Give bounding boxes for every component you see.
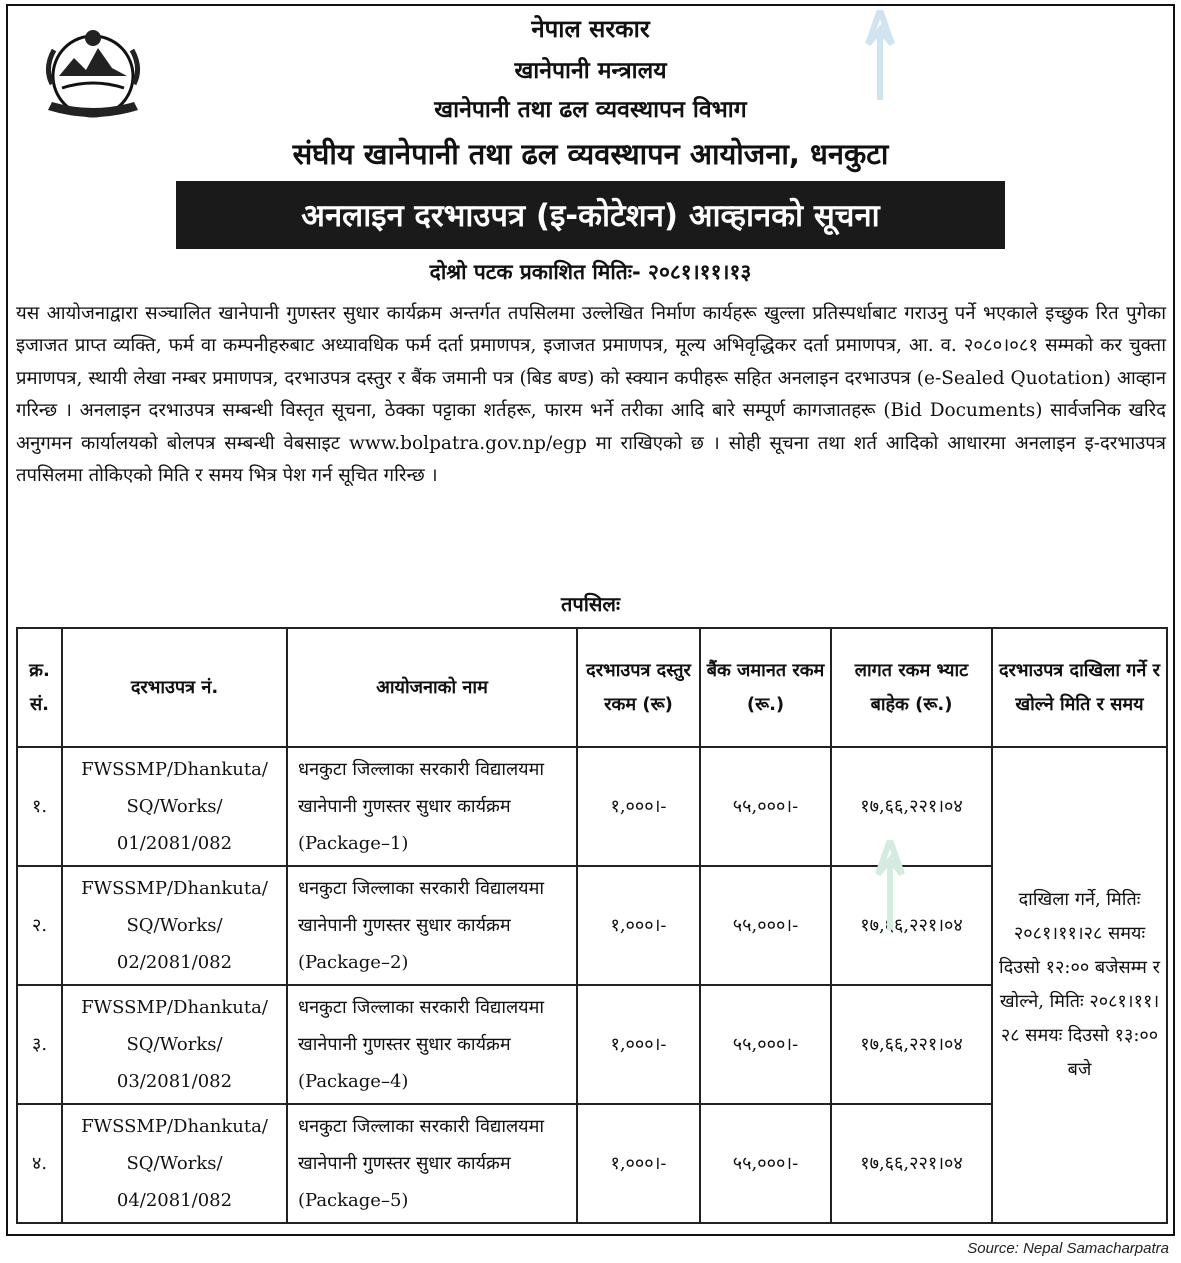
row-sn: २. xyxy=(17,866,62,985)
row-sn: १. xyxy=(17,747,62,866)
row-bid-fee: १,०००।- xyxy=(577,985,700,1104)
table-row xyxy=(17,747,1167,866)
row-bid-fee: १,०००।- xyxy=(577,866,700,985)
row-bid-no: FWSSMP/Dhankuta/ SQ/Works/ 04/2081/082 xyxy=(62,1104,287,1223)
row-bid-no: FWSSMP/Dhankuta/ SQ/Works/ 02/2081/082 xyxy=(62,866,287,985)
bid-schedule-table xyxy=(16,627,1168,1224)
row-project-name: धनकुटा जिल्लाका सरकारी विद्यालयमा खानेपानी गुणस्तर सुधार कार्यक्रम (Package–1) xyxy=(287,747,577,866)
header-bid-fee: दरभाउपत्र दस्तुर रकम (रू) xyxy=(577,628,700,747)
notice-title-banner xyxy=(176,181,1005,249)
submission-opening-dates: दाखिला गर्ने, मितिः २०८१।११।२८ समयः दिउसो १२:०० बजेसम्म र खोल्ने, मितिः २०८१।११।२८ समयः दिउसो १३:०० बजे xyxy=(992,747,1167,1223)
row-cost: १७,६६,२२१।०४ xyxy=(831,866,992,985)
row-sn: ३. xyxy=(17,985,62,1104)
header-sn: क्र. सं. xyxy=(17,628,62,747)
row-bid-no: FWSSMP/Dhankuta/ SQ/Works/ 03/2081/082 xyxy=(62,985,287,1104)
row-cost: १७,६६,२२१।०४ xyxy=(831,747,992,866)
ministry-name: खानेपानी मन्त्रालय xyxy=(514,58,667,84)
row-bid-fee: १,०००।- xyxy=(577,747,700,866)
department-name: खानेपानी तथा ढल व्यवस्थापन विभाग xyxy=(434,97,747,123)
header-bank-guarantee: बैंक जमानत रकम (रू.) xyxy=(700,628,831,747)
government-name: नेपाल सरकार xyxy=(531,15,650,43)
row-bid-fee: १,०००।- xyxy=(577,1104,700,1223)
row-cost: १७,६६,२२१।०४ xyxy=(831,985,992,1104)
schedule-title: तपसिलः xyxy=(560,592,621,616)
row-project-name: धनकुटा जिल्लाका सरकारी विद्यालयमा खानेपानी गुणस्तर सुधार कार्यक्रम (Package–4) xyxy=(287,985,577,1104)
header-bid-no: दरभाउपत्र नं. xyxy=(62,628,287,747)
table-header-row xyxy=(17,628,1167,747)
row-bank-guarantee: ५५,०००।- xyxy=(700,985,831,1104)
header-dates: दरभाउपत्र दाखिला गर्ने र खोल्ने मिति र समय xyxy=(992,628,1167,747)
row-bank-guarantee: ५५,०००।- xyxy=(700,866,831,985)
notice-body: यस आयोजनाद्वारा सञ्चालित खानेपानी गुणस्तर सुधार कार्यक्रम अन्तर्गत तपसिलमा उल्लेखित निर्माण कार्यहरू खुल्ला प्रतिस्पर्धाबाट गराउनु पर्ने भएकाले इच्छुक रित पुगेका इजाजत प्राप्त व्यक्ति, फर्म वा कम्पनीहरुबाट अध्यावधिक फर्म दर्ता प्रमाणपत्र, इजाजत प्रमाणपत्र, मूल्य अभिवृद्धिकर दर्ता प्रमाणपत्र, आ. व. २०८०।०८१ सम्मको कर चुक्ता प्रमाणपत्र, स्थायी लेखा नम्बर प्रमाणपत्र, दरभाउपत्र दस्तुर र बैंक जमानी पत्र (बिड बण्ड) को स्क्यान कपीहरू सहित अनलाइन दरभाउपत्र (e-Sealed Quotation) आव्हान गरिन्छ । अनलाइन दरभाउपत्र सम्बन्धी विस्तृत सूचना, ठेक्का पट्टाका शर्तहरू, फारम भर्ने तरीका आदि बारे सम्पूर्ण कागजातहरू (Bid Documents) सार्वजनिक खरिद अनुगमन कार्यालयको बोलपत्र सम्बन्धी वेबसाइट www.bolpatra.gov.np/egp मा राखिएको छ । सोही सूचना तथा शर्त आदिको आधारमा अनलाइन इ-दरभाउपत्र तपसिलमा तोकिएको मिति र समय भित्र पेश गर्न सूचित गरिन्छ । xyxy=(16,303,1166,487)
header-cost: लागत रकम भ्याट बाहेक (रू.) xyxy=(831,628,992,747)
row-bid-no: FWSSMP/Dhankuta/ SQ/Works/ 01/2081/082 xyxy=(62,747,287,866)
project-name: संघीय खानेपानी तथा ढल व्यवस्थापन आयोजना, धनकुटा xyxy=(292,137,889,171)
row-project-name: धनकुटा जिल्लाका सरकारी विद्यालयमा खानेपानी गुणस्तर सुधार कार्यक्रम (Package–5) xyxy=(287,1104,577,1223)
published-date: दोश्रो पटक प्रकाशित मितिः- २०८१।११।१३ xyxy=(429,260,752,284)
notice-title: अनलाइन दरभाउपत्र (इ-कोटेशन) आव्हानको सूचना xyxy=(301,198,880,234)
header-project-name: आयोजनाको नाम xyxy=(287,628,577,747)
row-cost: १७,६६,२२१।०४ xyxy=(831,1104,992,1223)
row-bank-guarantee: ५५,०००।- xyxy=(700,747,831,866)
row-bank-guarantee: ५५,०००।- xyxy=(700,1104,831,1223)
row-project-name: धनकुटा जिल्लाका सरकारी विद्यालयमा खानेपानी गुणस्तर सुधार कार्यक्रम (Package–2) xyxy=(287,866,577,985)
row-sn: ४. xyxy=(17,1104,62,1223)
source-credit: Source: Nepal Samacharpatra xyxy=(967,1240,1169,1257)
